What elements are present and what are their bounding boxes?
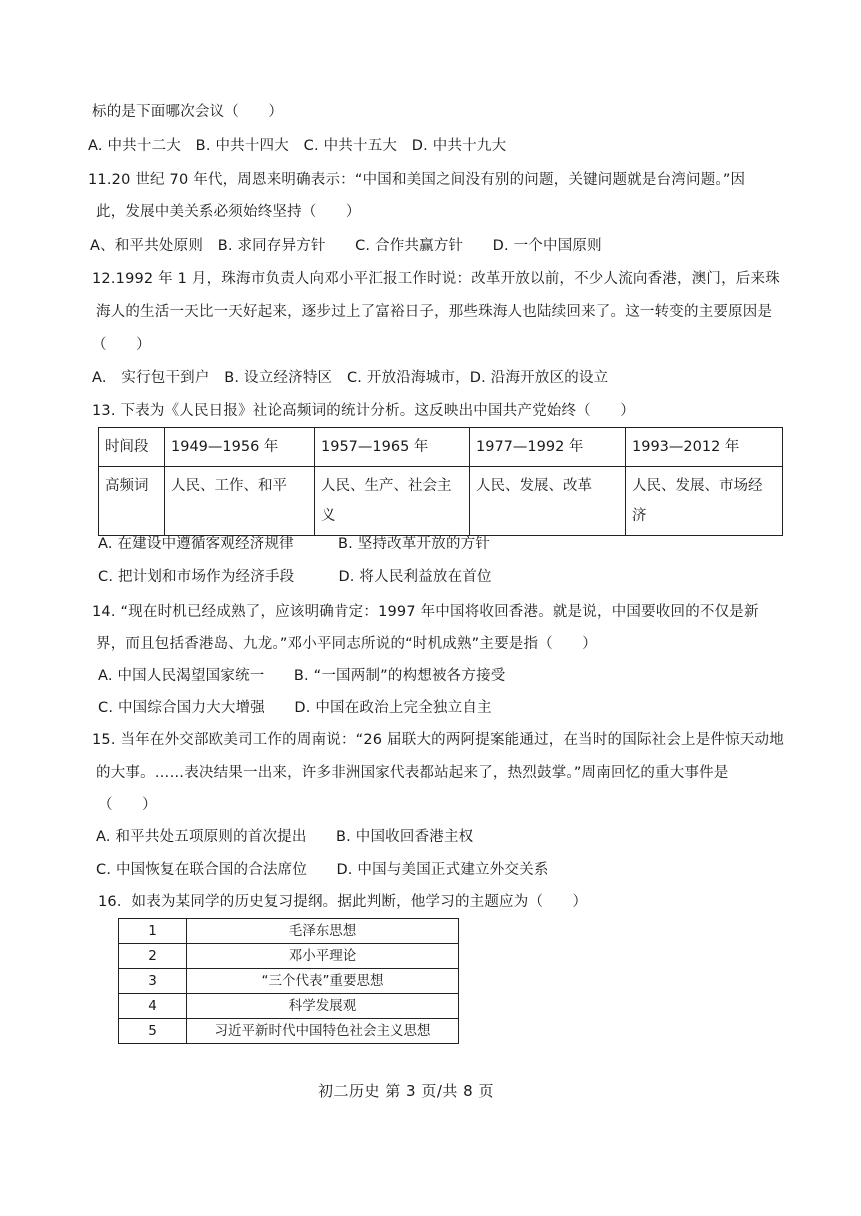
q15-stem-line1: 15. 当年在外交部欧美司工作的周南说：“26 届联大的两阿提案能通过，在当时的国际社会上是件惊天动地 bbox=[92, 732, 784, 748]
table-cell: “三个代表”重要思想 bbox=[187, 969, 459, 994]
q13-frequency-table bbox=[98, 427, 783, 536]
q16-outline-table bbox=[118, 918, 459, 1044]
table-row bbox=[119, 944, 459, 969]
table-cell: 4 bbox=[119, 994, 187, 1019]
table-cell: 人民、发展、市场经济 bbox=[626, 467, 783, 536]
table-header-cell: 时间段 bbox=[99, 428, 165, 467]
page-footer: 初二历史 第 3 页/共 8 页 bbox=[318, 1082, 494, 1100]
q15-options-cd: C. 中国恢复在联合国的合法席位 D. 中国与美国正式建立外交关系 bbox=[96, 862, 549, 878]
q13-options-cd: C. 把计划和市场作为经济手段 D. 将人民利益放在首位 bbox=[98, 569, 492, 585]
table-cell: 科学发展观 bbox=[187, 994, 459, 1019]
table-cell: 1 bbox=[119, 919, 187, 944]
q11-stem-line2: 此，发展中美关系必须始终坚持（ ） bbox=[96, 204, 361, 220]
q12-options: A. 实行包干到户 B. 设立经济特区 C. 开放沿海城市，D. 沿海开放区的设立 bbox=[92, 370, 609, 386]
q14-options-cd: C. 中国综合国力大大增强 D. 中国在政治上完全独立自主 bbox=[98, 700, 492, 716]
q12-stem-line2: 海人的生活一天比一天好起来，逐步过上了富裕日子，那些珠海人也陆续回来了。这一转变的主要原因是 bbox=[96, 304, 773, 320]
q13-stem: 13. 下表为《人民日报》社论高频词的统计分析。这反映出中国共产党始终（ ） bbox=[92, 403, 635, 419]
q14-options-ab: A. 中国人民渴望国家统一 B. “一国两制”的构想被各方接受 bbox=[98, 668, 506, 684]
q10-tail: 标的是下面哪次会议（ ） bbox=[92, 104, 284, 120]
table-cell: 高频词 bbox=[99, 467, 165, 536]
q11-stem-line1: 11.20 世纪 70 年代，周恩来明确表示：“中国和美国之间没有别的问题，关键问题就是台湾问题。”因 bbox=[88, 172, 746, 188]
q15-options-ab: A. 和平共处五项原则的首次提出 B. 中国收回香港主权 bbox=[96, 829, 474, 845]
table-header-cell: 1949—1956 年 bbox=[165, 428, 315, 467]
table-cell: 人民、工作、和平 bbox=[165, 467, 315, 536]
table-cell: 邓小平理论 bbox=[187, 944, 459, 969]
table-row bbox=[99, 467, 783, 536]
table-row bbox=[99, 428, 783, 467]
table-header-cell: 1957—1965 年 bbox=[315, 428, 470, 467]
table-row bbox=[119, 994, 459, 1019]
table-header-cell: 1977—1992 年 bbox=[470, 428, 626, 467]
q12-answer-bracket: （ ） bbox=[92, 337, 151, 353]
table-cell: 3 bbox=[119, 969, 187, 994]
q11-options: A、和平共处原则 B. 求同存异方针 C. 合作共赢方针 D. 一个中国原则 bbox=[90, 238, 602, 254]
q14-stem-line2: 界，而且包括香港岛、九龙。”邓小平同志所说的“时机成熟”主要是指（ ） bbox=[96, 636, 597, 652]
table-cell: 人民、发展、改革 bbox=[470, 467, 626, 536]
q10-options: A. 中共十二大 B. 中共十四大 C. 中共十五大 D. 中共十九大 bbox=[88, 138, 507, 154]
table-row bbox=[119, 1019, 459, 1044]
q12-stem-line1: 12.1992 年 1 月，珠海市负责人向邓小平汇报工作时说：改革开放以前，不少人流向香港，澳门，后来珠 bbox=[92, 271, 780, 287]
q16-stem: 16．如表为某同学的历史复习提纲。据此判断，他学习的主题应为（ ） bbox=[98, 894, 588, 910]
table-cell: 人民、生产、社会主义 bbox=[315, 467, 470, 536]
table-cell: 毛泽东思想 bbox=[187, 919, 459, 944]
table-header-cell: 1993—2012 年 bbox=[626, 428, 783, 467]
q13-options-ab: A. 在建设中遵循客观经济规律 B. 坚持改革开放的方针 bbox=[98, 536, 491, 552]
table-row bbox=[119, 919, 459, 944]
table-row bbox=[119, 969, 459, 994]
q14-stem-line1: 14. “现在时机已经成熟了，应该明确肯定：1997 年中国将收回香港。就是说，中国要收回的不仅是新 bbox=[92, 604, 759, 620]
q15-answer-bracket: （ ） bbox=[98, 797, 157, 813]
table-cell: 5 bbox=[119, 1019, 187, 1044]
q15-stem-line2: 的大事。……表决结果一出来，许多非洲国家代表都站起来了，热烈鼓掌。”周南回忆的重大事件是 bbox=[96, 765, 729, 781]
table-cell: 2 bbox=[119, 944, 187, 969]
table-cell: 习近平新时代中国特色社会主义思想 bbox=[187, 1019, 459, 1044]
